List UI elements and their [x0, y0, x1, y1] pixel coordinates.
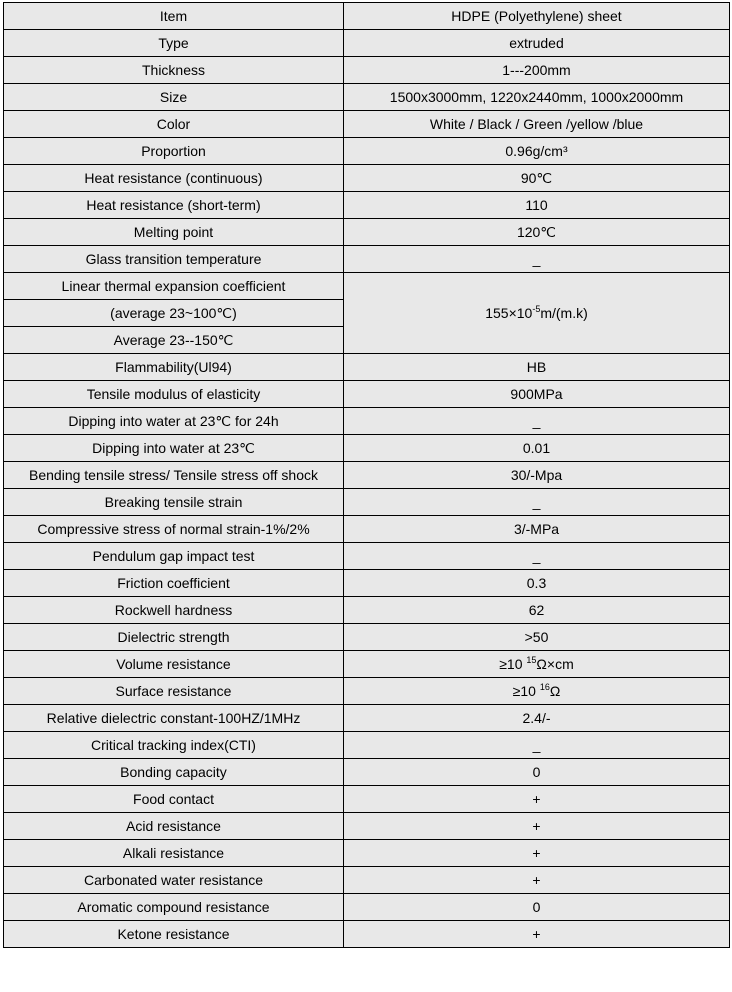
row-value: 0.3 [344, 570, 730, 597]
row-item: Heat resistance (short-term) [4, 192, 344, 219]
table-row-volume-resistance [4, 651, 730, 678]
table-row [4, 759, 730, 786]
row-value: + [344, 921, 730, 948]
surface-prefix: ≥10 [512, 683, 540, 699]
row-item: Bonding capacity [4, 759, 344, 786]
table-row [4, 489, 730, 516]
row-value: _ [344, 246, 730, 273]
row-value: 0.01 [344, 435, 730, 462]
surface-suffix: Ω [549, 683, 561, 699]
row-value: + [344, 813, 730, 840]
row-item: Relative dielectric constant-100HZ/1MHz [4, 705, 344, 732]
header-value: HDPE (Polyethylene) sheet [344, 3, 730, 30]
row-item: Dipping into water at 23℃ [4, 435, 344, 462]
table-row [4, 516, 730, 543]
table-row [4, 624, 730, 651]
row-value: + [344, 786, 730, 813]
row-value: 90℃ [344, 165, 730, 192]
row-value: 62 [344, 597, 730, 624]
row-value: 1500x3000mm, 1220x2440mm, 1000x2000mm [344, 84, 730, 111]
table-row [4, 462, 730, 489]
table-row [4, 192, 730, 219]
row-value: HB [344, 354, 730, 381]
row-item: Rockwell hardness [4, 597, 344, 624]
table-row [4, 435, 730, 462]
row-item: Color [4, 111, 344, 138]
row-item: Compressive stress of normal strain-1%/2% [4, 516, 344, 543]
thermal-value-exponent: -5 [532, 304, 541, 314]
table-row [4, 705, 730, 732]
table-row [4, 570, 730, 597]
row-value: _ [344, 732, 730, 759]
thermal-label-line3: Average 23--150℃ [4, 327, 344, 354]
volume-exponent: 15 [526, 655, 537, 665]
table-row-thermal-1 [4, 273, 730, 300]
table-header-row [4, 3, 730, 30]
table-row [4, 867, 730, 894]
row-value: 120℃ [344, 219, 730, 246]
row-item: Dipping into water at 23℃ for 24h [4, 408, 344, 435]
row-item: Acid resistance [4, 813, 344, 840]
row-value: extruded [344, 30, 730, 57]
table-row [4, 84, 730, 111]
row-item: Bending tensile stress/ Tensile stress off shock [4, 462, 344, 489]
table-row [4, 732, 730, 759]
row-item: Flammability(Ul94) [4, 354, 344, 381]
volume-resistance-value [344, 651, 730, 678]
row-item: Proportion [4, 138, 344, 165]
surface-exponent: 16 [539, 682, 550, 692]
row-item: Tensile modulus of elasticity [4, 381, 344, 408]
table-row [4, 408, 730, 435]
thermal-label-line1: Linear thermal expansion coefficient [4, 273, 344, 300]
table-row [4, 138, 730, 165]
row-value: 0 [344, 894, 730, 921]
row-item: Melting point [4, 219, 344, 246]
row-item: Volume resistance [4, 651, 344, 678]
row-value: 0.96g/cm³ [344, 138, 730, 165]
row-item: Food contact [4, 786, 344, 813]
surface-resistance-value [344, 678, 730, 705]
row-item: Dielectric strength [4, 624, 344, 651]
table-row-surface-resistance [4, 678, 730, 705]
volume-suffix: Ω×cm [536, 656, 574, 672]
table-row [4, 921, 730, 948]
row-item: Type [4, 30, 344, 57]
row-item: Surface resistance [4, 678, 344, 705]
thermal-value-unit: m/(m.k) [540, 305, 588, 321]
table-row [4, 57, 730, 84]
row-item: Alkali resistance [4, 840, 344, 867]
table-row [4, 894, 730, 921]
row-item: Breaking tensile strain [4, 489, 344, 516]
row-item: Pendulum gap impact test [4, 543, 344, 570]
volume-prefix: ≥10 [499, 656, 527, 672]
thermal-value-base: 155×10 [485, 305, 533, 321]
row-value: 1---200mm [344, 57, 730, 84]
row-value: 110 [344, 192, 730, 219]
row-value: _ [344, 543, 730, 570]
row-value: _ [344, 408, 730, 435]
row-item: Size [4, 84, 344, 111]
row-item: Thickness [4, 57, 344, 84]
table-row [4, 543, 730, 570]
table-row [4, 813, 730, 840]
row-item: Heat resistance (continuous) [4, 165, 344, 192]
row-value: White / Black / Green /yellow /blue [344, 111, 730, 138]
thermal-expansion-value [344, 273, 730, 354]
row-item: Ketone resistance [4, 921, 344, 948]
row-value: 3/-MPa [344, 516, 730, 543]
hdpe-spec-table [3, 2, 730, 948]
table-row [4, 354, 730, 381]
row-value: 0 [344, 759, 730, 786]
row-item: Friction coefficient [4, 570, 344, 597]
row-value: 900MPa [344, 381, 730, 408]
row-item: Critical tracking index(CTI) [4, 732, 344, 759]
table-row [4, 111, 730, 138]
table-row [4, 219, 730, 246]
row-value: 2.4/- [344, 705, 730, 732]
table-row [4, 246, 730, 273]
row-item: Glass transition temperature [4, 246, 344, 273]
row-item: Aromatic compound resistance [4, 894, 344, 921]
row-value: 30/-Mpa [344, 462, 730, 489]
row-value: + [344, 840, 730, 867]
table-row [4, 597, 730, 624]
row-value: + [344, 867, 730, 894]
table-row [4, 786, 730, 813]
header-item: Item [4, 3, 344, 30]
table-row [4, 840, 730, 867]
table-row [4, 30, 730, 57]
row-item: Carbonated water resistance [4, 867, 344, 894]
table-row [4, 165, 730, 192]
thermal-label-line2: (average 23~100℃) [4, 300, 344, 327]
row-value: _ [344, 489, 730, 516]
row-value: >50 [344, 624, 730, 651]
table-row [4, 381, 730, 408]
